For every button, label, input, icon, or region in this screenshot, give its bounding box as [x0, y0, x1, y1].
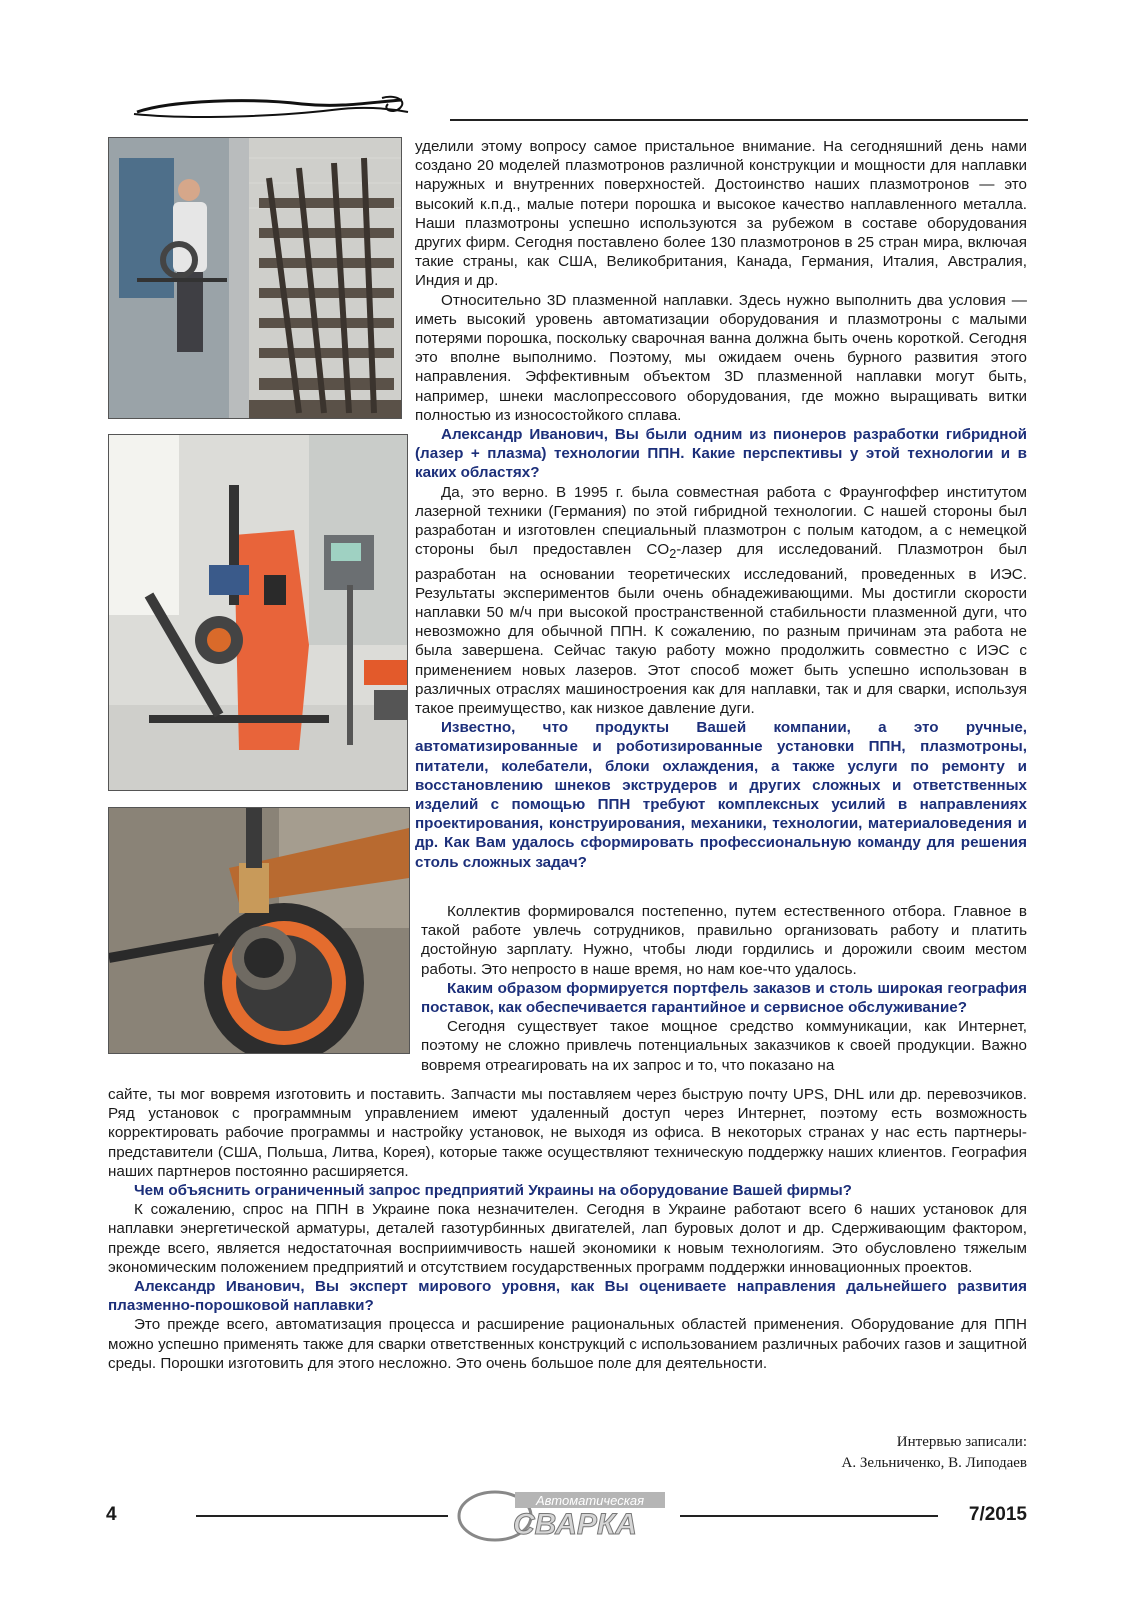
decorative-ornament — [132, 94, 412, 124]
photo-orange-machine — [108, 434, 408, 791]
article-column-full — [108, 1085, 1027, 1373]
svg-text:Автоматическая: Автоматическая — [535, 1493, 645, 1508]
footer-rule-left — [196, 1515, 448, 1517]
text-span: Да, это верно. В 1995 г. была совместная работа с Фраунгоффер институтом лазерной техники (Германия) по этой гибридной технологии. С нашей стороны был разработан и изготовлен специальный плазмотрон с полым катодом, а с немецкой стороны был предоставлен CO — [415, 483, 1027, 559]
paragraph: Коллектив формировался постепенно, путем естественного отбора. Главное в такой работе увлечь сотрудников, правильно организовать работу и платить достойную зарплату. Нужно, чтобы люди гордились и дорожили своим местом работы. Это непросто в наше время, но нам кое-что удалось. — [421, 903, 1027, 978]
photo-torch-closeup — [108, 807, 410, 1054]
paragraph: уделили этому вопросу самое пристальное внимание. На сегодняшний день нами создано 20 моделей плазмотронов различной конструкции и мощности для наплавки наружных и внутренних поверхностей. Достоинство наших плазмотронов — это высокий к.п.д., малые потери порошка и высокое качество наплавленного металла. Наши плазмотроны успешно используются за рубежом в составе оборудования других фирм. Сегодня поставлено более 130 плазмотронов в 25 стран мира, включая такие страны, как США, Великобритания, Канада, Германия, Италия, Австралия, Индия и др. — [415, 138, 1027, 290]
interview-question: Александр Иванович, Вы были одним из пионеров разработки гибридной (лазер + плазма) технологии ППН. Какие перспективы у этой технологии и в каких областях? — [415, 426, 1027, 482]
magazine-logo — [455, 1482, 680, 1542]
paragraph: Это прежде всего, автоматизация процесса и расширение рациональных областей применения. Оборудование для ППН можно успешно применять также для сварки ответственных конструкций с использованием различных рабочих газов и защитной среды. Порошки изготовить для этого несложно. Это очень большое поле для деятельности. — [108, 1316, 1027, 1372]
subscript: 2 — [669, 547, 677, 562]
photo-auger-rack — [108, 137, 402, 419]
paragraph: Относительно 3D плазменной наплавки. Здесь нужно выполнить два условия — иметь высокий уровень автоматизации оборудования и плазмотроны с малыми потерями порошка, поскольку сварочная ванна должна быть очень короткой. Сегодня это вполне выполнимо. Поэтому, мы ожидаем очень бурного развития этого направления. Эффективным объектом 3D плазменной наплавки могут быть, например, шнеки маслопрессового оборудования, где можно выращивать витки полностью из износостойкого сплава. — [415, 291, 1027, 424]
paragraph — [415, 483, 1027, 718]
article-column-mid — [421, 902, 1027, 1075]
interview-question: Известно, что продукты Вашей компании, а это ручные, автоматизированные и роботизированные установки ППН, плазмотроны, питатели, колебатели, блоки охлаждения, а также услуги по ремонту и восстановлению шнеков экструдеров и других сложных и ответственных изделий с помощью ППН требуют комплексных усилий в направлениях проектирования, конструирования, механики, технологии, материаловедения и др. Как Вам удалось сформировать профессиональную команду для решения столь сложных задач? — [415, 719, 1027, 871]
text-span: -лазер для исследований. Плазмотрон был разработан на основании теоретических исследований, проведенных в ИЭС. Результаты экспериментов были очень обнадеживающими. Мы достигли скорости наплавки 50 м/ч при высокой пространственной стабильности плазменной дуги, что невозможно для обычной ППН. К сожалению, по разным причинам эта работа не была завершена. Сейчас такую работу можно продолжить совместно с ИЭС с применением новых лазеров. Этот способ может быть успешно использован в различных отраслях машиностроения как для наплавки, так и для сварки, используя такое преимущество, как низкое давление дуги. — [415, 541, 1027, 717]
paragraph: К сожалению, спрос на ППН в Украине пока незначителен. Сегодня в Украине работают всего 6 наших установок для наплавки энергетической арматуры, деталей газотурбинных двигателей, лап буровых долот и др. Сдерживающим фактором, прежде всего, является недостаточная восприимчивость нашей экономики к новым технологиям. Это обусловлено тяжелым экономическим положением предприятий и отсутствием государственных программ поддержки инновационных проектов. — [108, 1201, 1027, 1276]
header-rule — [450, 119, 1028, 121]
interview-signature — [842, 1432, 1027, 1474]
signature-authors: А. Зельниченко, В. Липодаев — [841, 1455, 1027, 1471]
issue-number: 7/2015 — [968, 1504, 1027, 1525]
svg-text:СВАРКА: СВАРКА — [513, 1508, 637, 1541]
page-number: 4 — [106, 1504, 117, 1525]
paragraph: сайте, ты мог вовремя изготовить и поставить. Запчасти мы поставляем через быструю почту UPS, DHL или др. перевозчиков. Ряд установок с программным управлением имеют удаленный доступ через Интернет, поэтому есть возможность корректировать рабочие программы и настройку установок, не выходя из офиса. В некоторых странах у нас есть партнеры-представители (США, Польша, Литва, Корея), которые также осуществляют техническую поддержку наших клиентов. География наших партнеров постоянно расширяется. — [108, 1086, 1027, 1180]
signature-caption: Интервью записали: — [896, 1434, 1027, 1450]
footer-rule-right — [680, 1515, 938, 1517]
interview-question: Чем объяснить ограниченный запрос предприятий Украины на оборудование Вашей фирмы? — [134, 1182, 852, 1200]
article-column-top — [415, 137, 1027, 872]
paragraph: Сегодня существует такое мощное средство коммуникации, как Интернет, поэтому не сложно привлечь потенциальных заказчиков к своей продукции. Важно вовремя отреагировать на их запрос и то, что показано на — [421, 1018, 1027, 1074]
interview-question: Каким образом формируется портфель заказов и столь широкая география поставок, как обеспечивается гарантийное и сервисное обслуживание? — [421, 979, 1027, 1017]
interview-question: Александр Иванович, Вы эксперт мирового уровня, как Вы оцениваете направления дальнейшего развития плазменно-порошковой наплавки? — [108, 1278, 1027, 1315]
